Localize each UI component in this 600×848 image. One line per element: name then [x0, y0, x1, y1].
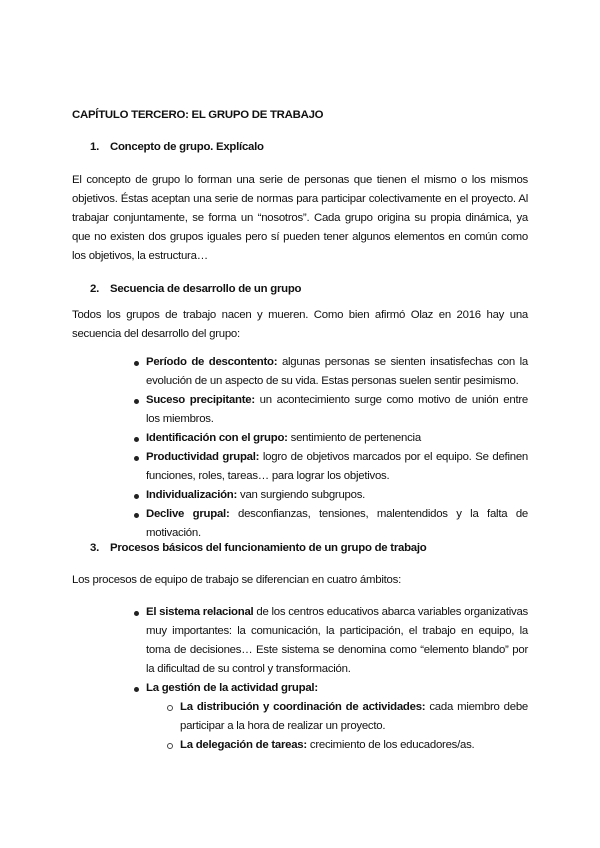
section-heading-2 [90, 280, 546, 299]
chapter-title: CAPÍTULO TERCERO: EL GRUPO DE TRABAJO [72, 109, 324, 121]
section-heading-text: Procesos básicos del funcionamiento de un grupo de trabajo [110, 542, 427, 554]
sub-list [180, 698, 528, 755]
section-paragraph-3: Los procesos de equipo de trabajo se diferencian en cuatro ámbitos: [72, 574, 401, 586]
item-text: logro de objetivos marcados por el equipo. Se definen funciones, roles, tareas… para lograr los objetivos. [146, 451, 528, 482]
section-paragraph-2: Todos los grupos de trabajo nacen y mueren. Como bien afirmó Olaz en 2016 hay una secuencia del desarrollo del grupo: [72, 309, 528, 340]
section-number: 1. [90, 141, 99, 153]
item-term: Productividad grupal: [146, 451, 260, 463]
list-item [146, 448, 528, 486]
item-text: van surgiendo subgrupos. [237, 489, 366, 501]
section-number: 2. [90, 283, 99, 295]
section-heading-text: Concepto de grupo. Explícalo [110, 141, 264, 153]
item-term: El sistema relacional [146, 606, 254, 618]
item-text: cada miembro debe participar a la hora de realizar un proyecto. [180, 701, 528, 732]
item-text: algunas personas se sienten insatisfechas con la evolución de un aspecto de su vida. Estas personas suelen sentir pesimismo. [146, 356, 528, 387]
item-term: Individualización: [146, 489, 238, 501]
item-text: sentimiento de pertenencia [287, 432, 421, 444]
item-term: Declive grupal: [146, 508, 230, 520]
item-term: La delegación de tareas: [180, 739, 307, 751]
list-item [146, 486, 528, 505]
section-number: 3. [90, 542, 99, 554]
item-term: La gestión de la actividad grupal: [146, 682, 318, 694]
section-paragraph-1: El concepto de grupo lo forman una serie de personas que tienen el mismo o los mismos objetivos. Éstas aceptan una serie de normas para participar colectivamente en el proyecto. Al trabajar conjuntamente, se forma un “nosotros”. Cada grupo origina su propia dinámica, ya que no existen dos grupos iguales pero sí pueden tener algunos elementos en común como los objetivos, la estructura… [72, 174, 528, 262]
section-heading-text: Secuencia de desarrollo de un grupo [110, 283, 302, 295]
sub-list-item [180, 736, 528, 755]
development-stages-list [146, 353, 528, 543]
item-text: un acontecimiento surge como motivo de unión entre los miembros. [146, 394, 528, 425]
item-term: Período de descontento: [146, 356, 278, 368]
item-text: de los centros educativos abarca variables organizativas muy importantes: la comunicación, la participación, el trabajo en equipo, la toma de decisiones… Este sistema se denomina como “elemento blando” por la dificultad de su control y transformación. [146, 606, 528, 675]
section-heading-3 [90, 539, 546, 558]
list-item [146, 429, 528, 448]
list-item [146, 505, 528, 543]
item-text: crecimiento de los educadores/as. [306, 739, 475, 751]
section-heading-1 [90, 138, 546, 157]
list-item [146, 603, 528, 679]
item-term: Suceso precipitante: [146, 394, 255, 406]
basic-processes-list [146, 603, 528, 755]
list-item [146, 391, 528, 429]
item-term: La distribución y coordinación de actividades: [180, 701, 426, 713]
item-term: Identificación con el grupo: [146, 432, 288, 444]
list-item [146, 679, 528, 755]
sub-list-item [180, 698, 528, 736]
list-item [146, 353, 528, 391]
item-text: desconfianzas, tensiones, malentendidos y la falta de motivación. [146, 508, 528, 539]
